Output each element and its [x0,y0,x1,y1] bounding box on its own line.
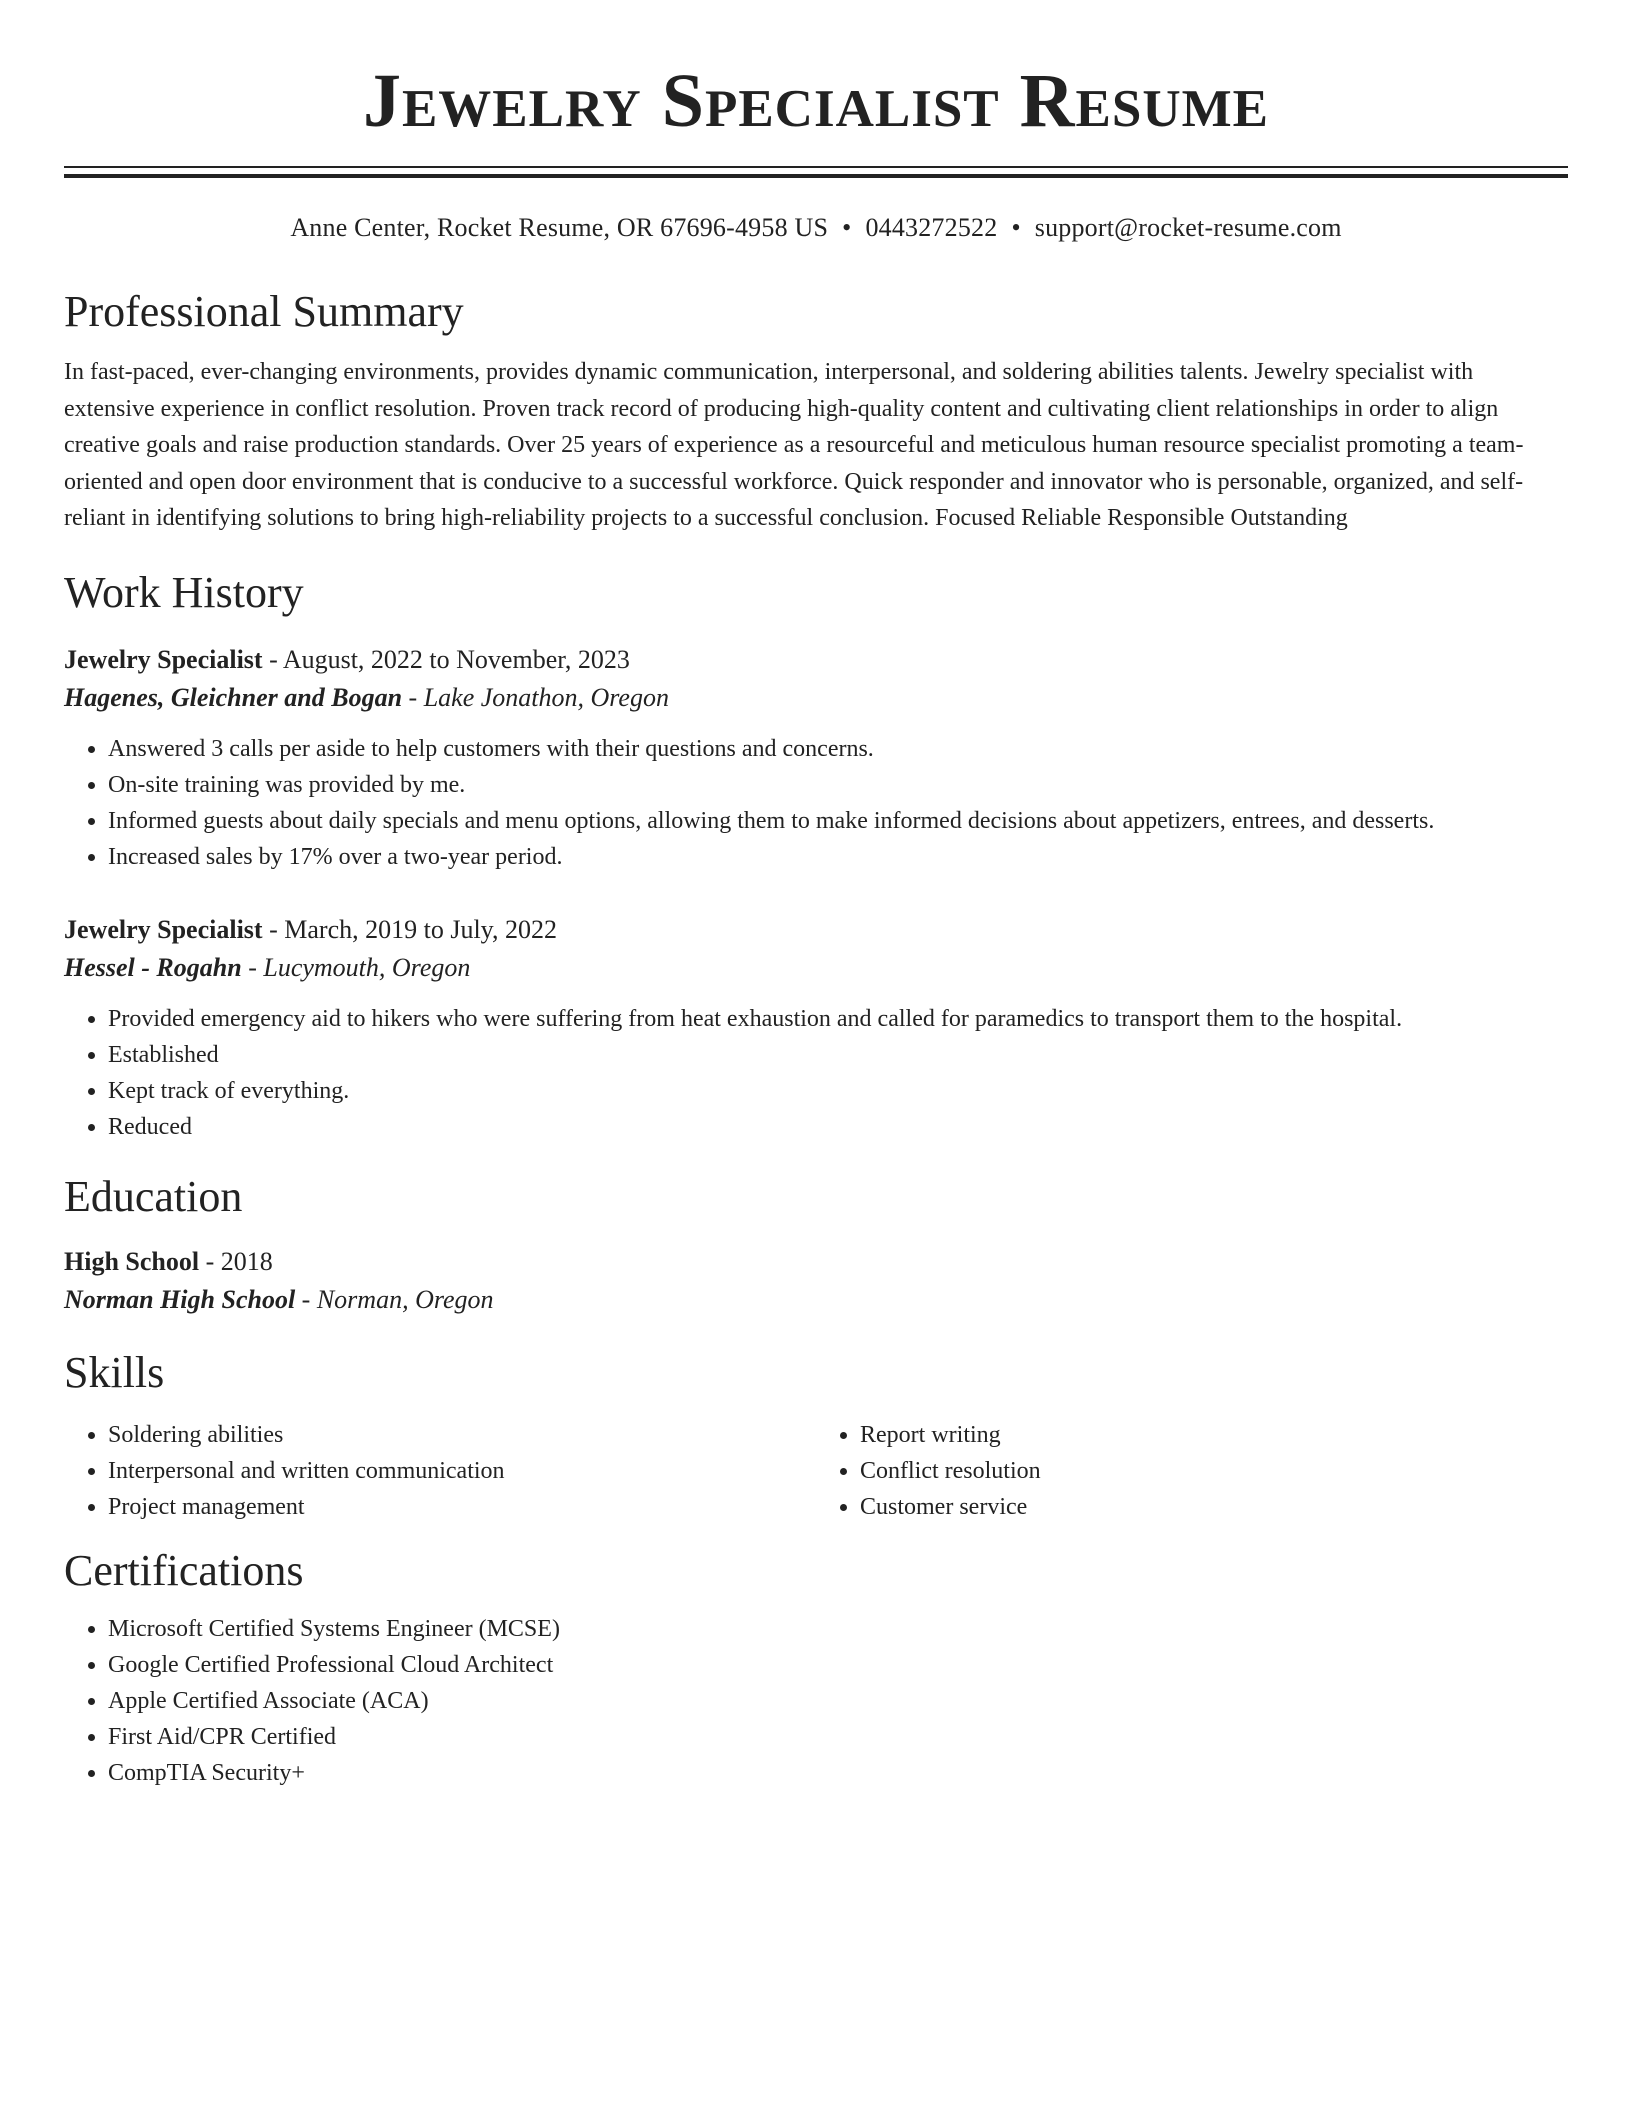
dash: - [295,1284,317,1314]
employer-line [64,949,1568,987]
education-entry [64,1243,1568,1319]
employer-location: Lucymouth, Oregon [263,952,471,982]
job-title: Jewelry Specialist [64,644,263,674]
list-item: • Interpersonal and written communication [108,1453,816,1489]
list-item: • Project management [108,1489,816,1525]
education-heading: Education [64,1171,243,1221]
list-item: • Reduced [108,1109,1568,1145]
list-item: • Report writing [860,1417,1568,1453]
list-item: • First Aid/CPR Certified [108,1719,1568,1755]
work-history-heading: Work History [64,567,304,617]
list-item: • Established [108,1037,1568,1073]
graduation-year: 2018 [220,1246,273,1276]
skills-columns [64,1417,1568,1525]
contact-separator: • [1011,213,1021,242]
list-item: • Soldering abilities [108,1417,816,1453]
job-title-line [64,641,1568,679]
contact-email[interactable]: support@rocket-resume.com [1034,213,1342,242]
school-name: Norman High School [64,1284,296,1314]
list-item: • Customer service [860,1489,1568,1525]
job-entry [64,641,1568,875]
list-item: • Kept track of everything. [108,1073,1568,1109]
list-item: • Increased sales by 17% over a two-year period. [108,839,1568,875]
divider-thick-line [64,174,1568,178]
school-location: Norman, Oregon [316,1284,494,1314]
employer-name: Hessel - Rogahn [64,952,242,982]
employer-location: Lake Jonathon, Oregon [423,682,669,712]
job-entry [64,911,1568,1145]
degree: High School [64,1246,200,1276]
contact-phone: 0443272522 [865,213,998,242]
skills-list-left [64,1417,816,1525]
employer-name: Hagenes, Gleichner and Bogan [64,682,403,712]
list-item: • Apple Certified Associate (ACA) [108,1683,1568,1719]
job-title: Jewelry Specialist [64,914,263,944]
certifications-heading: Certifications [64,1545,304,1595]
job-title-line [64,911,1568,949]
list-item: • Answered 3 calls per aside to help customers with their questions and concerns. [108,731,1568,767]
dash: - [262,644,283,674]
certifications-list [64,1611,1568,1791]
job-dates: March, 2019 to July, 2022 [284,914,557,944]
contact-separator: • [842,213,852,242]
summary-heading: Professional Summary [64,287,464,336]
resume-title: Jewelry Specialist Resume [362,59,1270,143]
list-item: • Conflict resolution [860,1453,1568,1489]
dash: - [241,952,264,982]
job-duties-list [64,731,1568,875]
contact-address: Anne Center, Rocket Resume, OR 67696-4958 US [290,213,829,242]
contact-line [64,212,1568,244]
title-divider [64,166,1568,178]
degree-line [64,1243,1568,1281]
employer-line [64,679,1568,717]
list-item: • Informed guests about daily specials and menu options, allowing them to make informed decisions about appetizers, entrees, and desserts. [108,803,1568,839]
list-item: • Microsoft Certified Systems Engineer (MCSE) [108,1611,1568,1647]
dash: - [199,1246,221,1276]
job-dates: August, 2022 to November, 2023 [282,644,630,674]
list-item: • Provided emergency aid to hikers who were suffering from heat exhaustion and called for paramedics to transport them to the hospital. [108,1001,1568,1037]
list-item: • On-site training was provided by me. [108,767,1568,803]
job-duties-list [64,1001,1568,1145]
skills-heading: Skills [64,1347,165,1397]
dash: - [262,914,285,944]
divider-thin-line [64,166,1568,168]
school-line [64,1281,1568,1319]
list-item: • Google Certified Professional Cloud Architect [108,1647,1568,1683]
skills-list-right [816,1417,1568,1525]
list-item: • CompTIA Security+ [108,1755,1568,1791]
summary-text: In fast-paced, ever-changing environments, provides dynamic communication, interpersonal, and soldering abilities talents. Jewelry specialist with extensive experience in conflict resolution. Proven track record of producing high-quality content and cultivating client relationships in order to align creative goals and raise production standards. Over 25 years of experience as a resourceful and meticulous human resource specialist promoting a team-oriented and open door environment that is conducive to a successful workforce. Quick responder and innovator who is personable, organized, and self-reliant in identifying solutions to bring high-reliability projects to a successful conclusion. Focused Reliable Responsible Outstanding [64,359,1524,531]
dash: - [402,682,424,712]
